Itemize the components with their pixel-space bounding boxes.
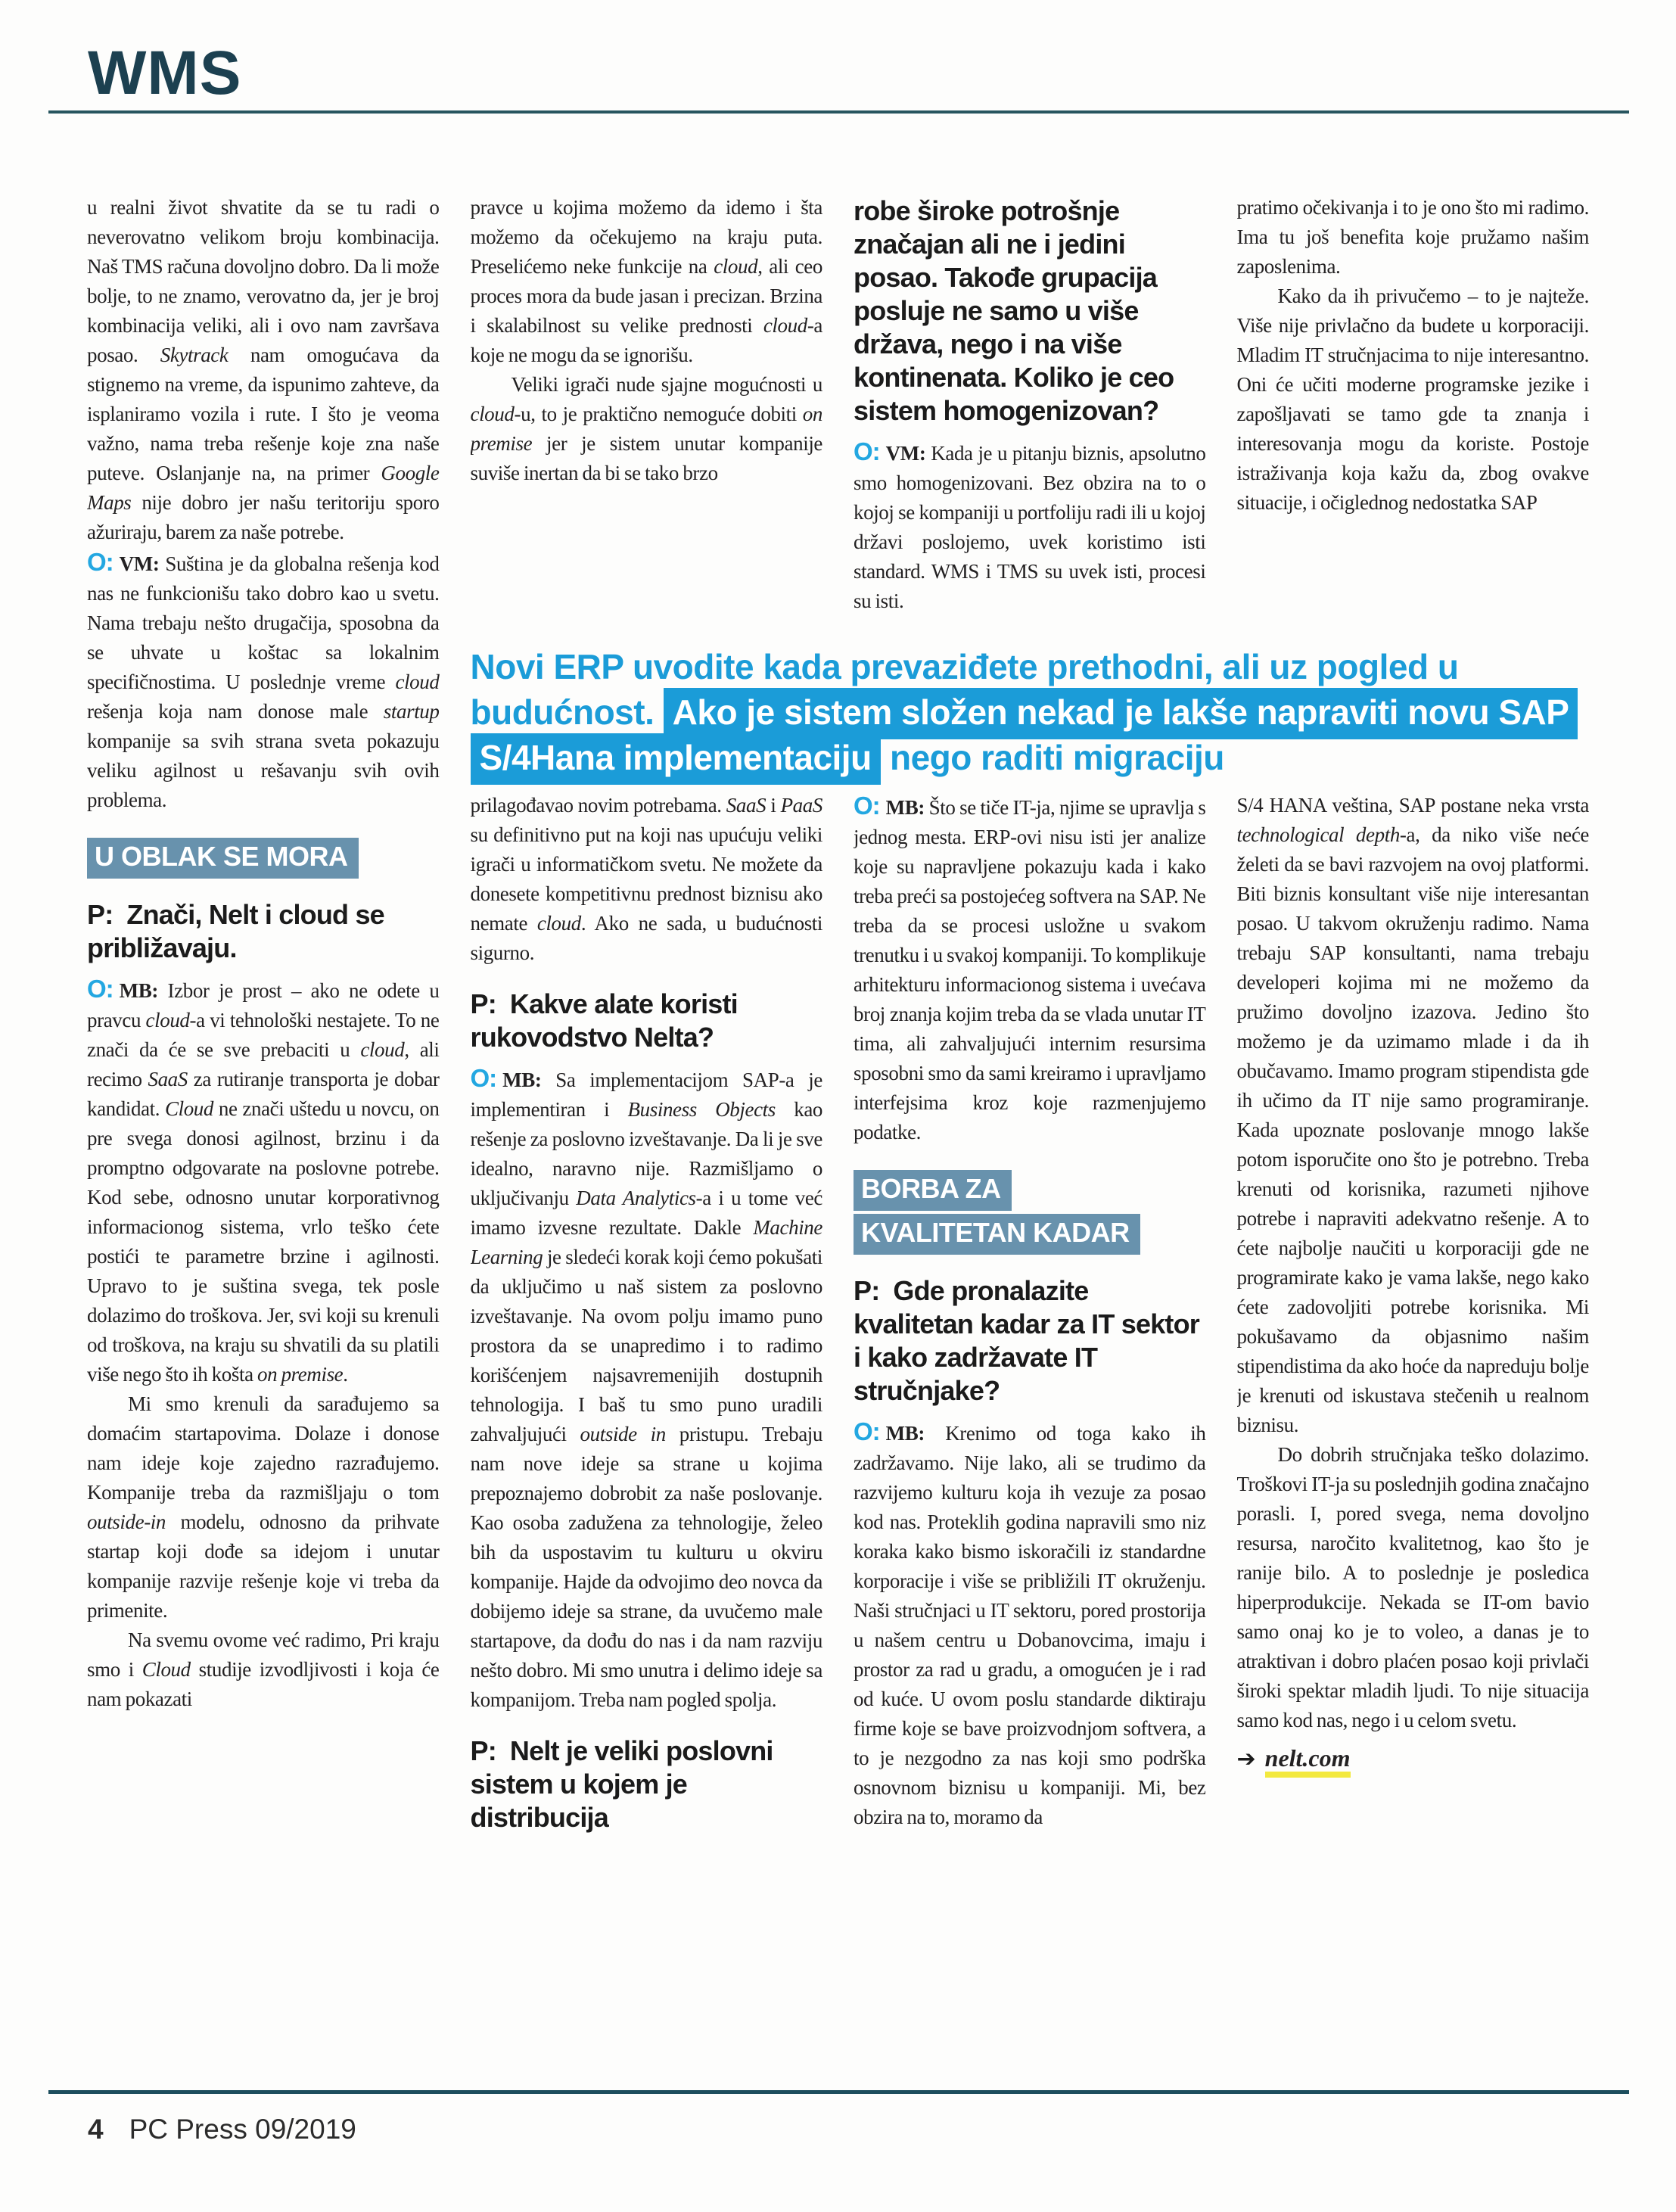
paragraph: pravce u kojima možemo da idemo i šta možemo da očekujemo na kraju puta. Preselićemo neke funkcije na cloud, ali ceo proces mora da bude jasan i precizan. Brzina i skalabilnost su velike prednosti cloud-a koje ne mogu da se ignorišu. — [470, 196, 822, 366]
interview-question: P: Znači, Nelt i cloud se približavaju. — [87, 899, 384, 963]
column-2-bottom — [471, 791, 823, 2089]
article-columns — [87, 193, 1589, 2089]
paragraph: Do dobrih stručnjaka teško dolazimo. Troškovi IT-ja su poslednjih godina značajno porasli. I, pored svega, nema dovoljno resursa, naročito kvalitetnog, kao što je ranije bilo. A to poslednje je posledica hiperprodukcije. Nekada se IT-om bavio samo onaj ko je to voleo, a danas je to atraktivan i dobro plaćen posao koji privlači široki spektar mladih ljudi. To nije situacija samo kod nas, nego i u celom svetu. — [1236, 1443, 1589, 1731]
page-header — [48, 0, 1629, 114]
interview-answer: O: MB: Izbor je prost – ako ne odete u pravcu cloud-a vi tehnološki nestajete. To ne znači da će se sve prebaciti u cloud, ali recimo SaaS za rutiranje transporta je dobar kandidat. Cloud ne znači uštedu u novcu, on pre svega donosi agilnost, brzinu i da promptno odgovarate na poslovne potrebe. Kod sebe, odnosno unutar korporativnog informacionog sistema, vrlo teško ćete postići te parametre brzine i agilnosti. Upravo to je suština svega, tek posle dolazimo do troškova. Jer, svi koji su krenuli od troškova, na kraju su shvatili da su platili više nego što ih košta on premise. — [87, 975, 440, 1386]
column-3-top — [854, 193, 1206, 633]
paragraph: Mi smo krenuli da sarađujemo sa domaćim startapovima. Dolaze i donose nam ideje koje zajedno razrađujemo. Kompanije treba da razmišljaju o tom outside-in modelu, odnosno da prihvate startap koji dođe sa idejom i unutar kompanije razvije rešenje koje vi treba da primenite. — [87, 1392, 440, 1622]
answer-prefix: O: — [854, 792, 880, 820]
question-prefix: P: — [470, 1735, 496, 1766]
answer-prefix: O: — [854, 1417, 880, 1445]
paragraph: S/4 HANA veština, SAP postane neka vrsta technological depth-a, da niko više neće želeti da se bavi razvojem na ovoj platformi. Biti biznis konsultant više nije interesantan posao. U takvom okruženju radimo. Nama trebaju SAP konsultanti, nama trebaju developeri kojima mi ne možemo da pružimo dovoljno izazova. Jedino što možemo je da uzimamo mlade i da ih obučavamo. Imamo program stipendista gde ih učimo da IT nije samo programiranje. Kada upoznate poslovanje mnogo lakše potom isporučite ono što je potrebno. Treba krenuti od korisnika, razumeti njihove potrebe i napraviti adekvatno rešenje. A to ćete najbolje naučiti u korporaciji gde ne programirate kako je vama lakše, nego kako ćete zadovoljiti potrebe korisnika. Mi pokušavamo da objasnimo našim stipendistima da ako hoće da napreduju bolje je krenuti od iskustava stečenih u realnom biznisu. — [1236, 794, 1589, 1436]
paragraph: Na svemu ovome već radimo, Pri kraju smo i Cloud studije izvodljivosti i koja će nam pokazati — [87, 1629, 440, 1710]
interview-answer: O: MB: Krenimo od toga kako ih zadržavamo. Nije lako, ali se trudimo da razvijemo kulturu koja ih vezuje za posao kod nas. Proteklih godina napravili smo niz koraka kako bismo iskoračili iz standardne korporacije i više se približili IT okruženju. Naši stručnjaci u IT sektoru, pored prostorija u našem centru u Dobanovcima, imaju i prostor za rad u gradu, a omogućen je i rad od kuće. U ovom poslu standarde diktiraju firme koje se bave proizvodnjom softvera, a to je nezgodno za nas koji smo podrška osnovnom biznisu u kompaniji. Mi, bez obzira na to, moramo da — [854, 1417, 1206, 1828]
pull-quote-highlight: Ako je sistem složen nekad je lakše napraviti novu SAP S/4Hana implementaciju — [471, 688, 1578, 785]
pull-quote — [471, 644, 1590, 780]
speaker-initials: MB: — [885, 1422, 925, 1445]
column-2-top — [471, 193, 823, 633]
speaker-initials: MB: — [502, 1069, 542, 1091]
speaker-initials: VM: — [119, 552, 160, 575]
paragraph: Veliki igrači nude sjajne mogućnosti u cloud-u, to je praktično nemoguće dobiti on premise jer je sistem unutar kompanije suviše inertan da bi se tako brzo — [470, 373, 822, 484]
interview-answer: O: MB: Što se tiče IT-ja, njime se upravlja s jednog mesta. ERP-ovi nisu isti jer analize koje su napravljene pokazuju kada i kako treba preći sa postojećeg softvera na SAP. Ne treba da se procesi usložne u svakom trenutku i u svakoj kompaniji. To komplikuje arhitekturu informacionog sistema i uvećava broj znanja kojim treba da se vlada unutar IT tima, ali zahvaljujući internim resursima sposobni smo da sami kreiramo i upravljamo interfejsima kroz koje razmenjujemo podatke. — [854, 792, 1206, 1143]
magazine-title: PC Press 09/2019 — [129, 2114, 356, 2145]
page-title: WMS — [88, 39, 242, 107]
interview-question: robe široke potrošnje značajan ali ne i jedini posao. Takođe grupacija posluje ne samo u više država, nego i na više kontinenata. Koliko je ceo sistem homogenizovan? — [854, 195, 1174, 426]
paragraph: Kako da ih privučemo – to je najteže. Više nije privlačno da budete u korporaciji. Mladim IT stručnjacima to nije interesantno. Oni će učiti moderne programske jezike i zapošljavati se tamo gde ta znanja i interesovanja mogu da koriste. Postoje istraživanja koja kažu da, zbog ovakve situacije, i očiglednog nedostatka SAP — [1236, 285, 1589, 514]
answer-prefix: O: — [87, 548, 113, 576]
pull-quote-text: nego raditi migraciju — [880, 738, 1224, 777]
column-1 — [87, 193, 440, 2089]
answer-prefix: O: — [470, 1064, 497, 1092]
question-prefix: P: — [854, 1275, 880, 1306]
question-prefix: P: — [470, 988, 496, 1019]
page-footer — [48, 2090, 1629, 2145]
paragraph: pratimo očekivanja i to je ono što mi radimo. Ima tu još benefita koje pružamo našim zaposlenima. — [1236, 196, 1589, 278]
interview-question: P: Gde pronalazite kvalitetan kadar za IT sektor i kako zadržavate IT stručnjake? — [854, 1275, 1200, 1406]
interview-question: P: Nelt je veliki poslovni sistem u kojem je distribucija — [470, 1735, 773, 1833]
external-link[interactable] — [1237, 1741, 1590, 1776]
answer-prefix: O: — [87, 975, 113, 1003]
page-number: 4 — [88, 2114, 104, 2145]
section-heading — [87, 838, 440, 879]
paragraph: prilagođavao novim potrebama. SaaS i PaaS su definitivno put na koji nas upućuju veliki igrači u informatičkom svetu. Ne možete da donesete kompetitivnu prednost biznisu ako nemate cloud. Ako ne sada, u budućnosti sigurno. — [470, 794, 822, 964]
interview-answer: O: VM: Kada je u pitanju biznis, apsolutno smo homogenizovani. Bez obzira na to o kojoj se kompaniji u portfoliju radi ili u kojoj državi poslojemo, uvek koristimo isti standard. WMS i TMS su uvek isti, procesi su isti. — [854, 437, 1206, 612]
answer-prefix: O: — [854, 437, 880, 465]
link-url[interactable]: nelt.com — [1265, 1744, 1351, 1778]
interview-question: P: Kakve alate koristi rukovodstvo Nelta? — [470, 988, 738, 1053]
pull-quote-text: Novi ERP uvodite kada prevaziđete prethodni, ali uz pogled u budućnost. — [470, 647, 1459, 732]
speaker-initials: MB: — [885, 796, 925, 819]
section-heading-line: KVALITETAN KADAR — [854, 1214, 1140, 1255]
column-4-top — [1237, 193, 1590, 633]
section-heading — [854, 1170, 1206, 1255]
section-heading-line: BORBA ZA — [854, 1170, 1012, 1211]
speaker-initials: MB: — [119, 979, 158, 1002]
question-prefix: P: — [87, 899, 113, 930]
speaker-initials: VM: — [885, 442, 926, 465]
arrow-right-icon: ➔ — [1236, 1746, 1256, 1772]
interview-answer: O: VM: Suština je da globalna rešenja kod nas ne funkcionišu tako dobro kao u svetu. Nama trebaju nešto drugačija, sposobna da se uhvate u koštac sa lokalnim specifičnostima. U poslednje vreme cloud rešenja koja nam donose male startup kompanije sa svih strana sveta pokazuju veliku agilnost u rešavanju svih ovih problema. — [87, 548, 440, 811]
section-heading-line: U OBLAK SE MORA — [87, 838, 359, 879]
column-4-bottom — [1237, 791, 1590, 2089]
column-3-bottom — [854, 791, 1206, 2089]
paragraph: u realni život shvatite da se tu radi o neverovatno velikom broju kombinacija. Naš TMS računa dovoljno dobro. Da li može bolje, to ne znamo, verovatno da, jer je broj kombinacija veliki, ali i ovo nam završava posao. Skytrack nam omogućava da stignemo na vreme, da ispunimo zahteve, da isplaniramo vozila i rute. I što je veoma važno, nama treba rešenje koje zna naše puteve. Oslanjanje na, na primer Google Maps nije dobro jer našu teritoriju sporo ažuriraju, barem za naše potrebe. — [87, 196, 440, 543]
interview-answer: O: MB: Sa implementacijom SAP-a je implementiran i Business Objects kao rešenje za poslovno izveštavanje. Da li je sve idealno, naravno nije. Razmišljamo o uključivanju Data Analytics-a i u tome već imamo izvesne rezultate. Dakle Machine Learning je sledeći korak koji ćemo pokušati da uključimo u naš sistem za poslovno izveštavanje. Na ovom polju imamo puno prostora da se unapredimo i to radimo korišćenjem najsavremenijih dostupnih tehnologija. I baš tu smo puno uradili zahvaljujući outside in pristupu. Trebaju nam nove ideje sa strane u kojima prepoznajemo dobrobit za naše poslovanje. Kao osoba zadužena za tehnologije, želeo bih da uspostavim tu kulturu u okviru kompanije. Hajde da odvojimo deo novca da dobijemo ideje sa strane, da uvučemo male startapove, da dođu do nas i da nam razviju nešto dobro. Mi smo unutra i delimo ideje sa kompanijom. Treba nam pogled spolja. — [470, 1064, 822, 1711]
